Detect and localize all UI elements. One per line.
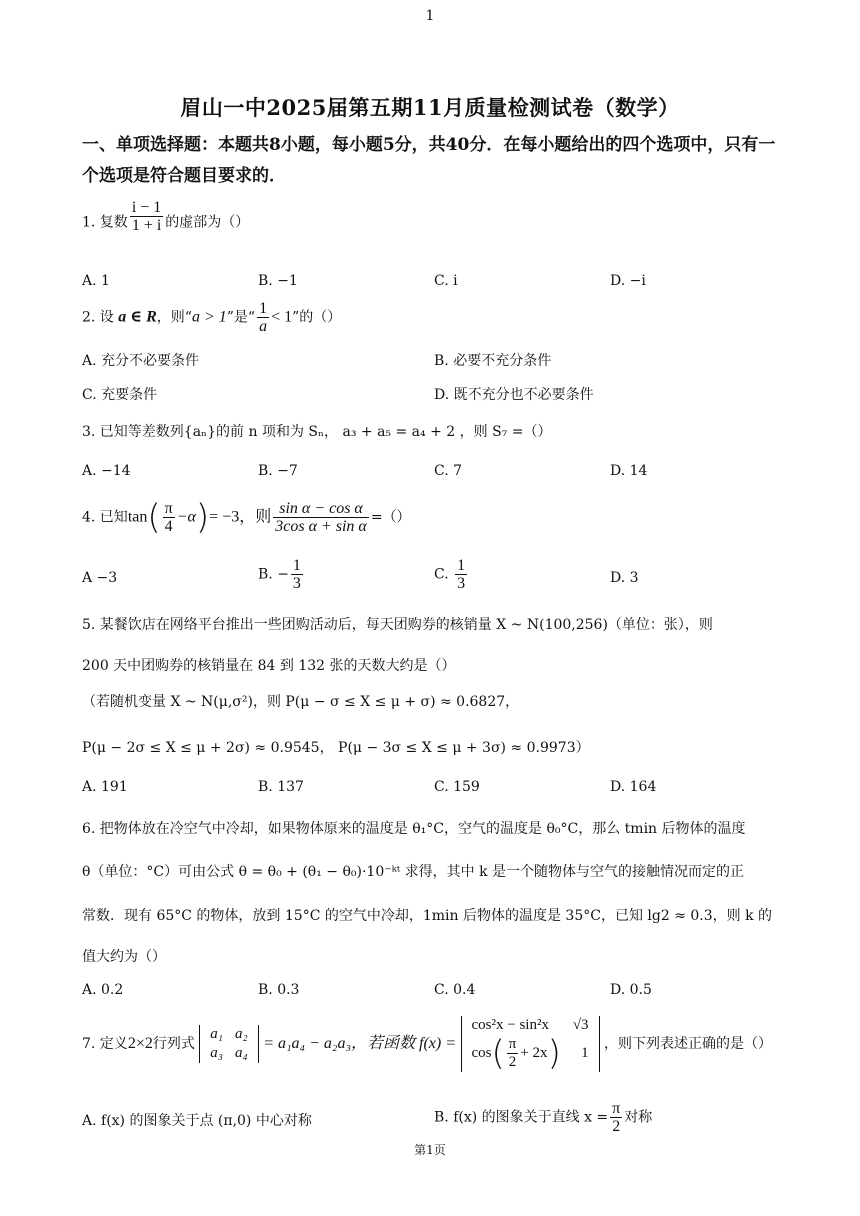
q7-option-b-text: B. f(x) 的图象关于直线 x = <box>434 1109 609 1126</box>
q1-option-d: D. −i <box>610 273 646 289</box>
q3-option-c: C. 7 <box>434 463 463 479</box>
q3-option-b: B. −7 <box>258 463 298 479</box>
q7-option-b <box>434 1100 652 1135</box>
q7-m21-plus: + 2x <box>520 1044 548 1061</box>
q1-fraction-denominator: 1 + i <box>131 217 162 234</box>
q4-option-c-den: 3 <box>457 575 466 592</box>
q6-option-d: D. 0.5 <box>610 982 652 998</box>
question-1 <box>82 199 250 240</box>
question-6-line-1: 6. 把物体放在冷空气中冷却，如果物体原来的温度是 θ₁°C，空气的温度是 θ₀°C，那么 tmin 后物体的温度 <box>82 821 746 837</box>
q4-option-b-num: 1 <box>292 557 301 574</box>
q7-equation: = a₁a₄ − a₂a₃，若函数 f(x) = <box>263 1035 457 1052</box>
question-5-line-4: P(μ − 2σ ≤ X ≤ μ + 2σ) ≈ 0.9545， P(μ − 3σ ≤ X ≤ μ + 3σ) ≈ 0.9973） <box>82 740 590 756</box>
q7-m21-num: π <box>508 1036 517 1052</box>
q2-fraction-numerator: 1 <box>259 300 268 317</box>
q7-option-a: A. f(x) 的图象关于点 (π,0) 中心对称 <box>82 1113 312 1129</box>
q2-option-d: D. 既不充分也不必要条件 <box>434 387 594 403</box>
q1-prefix: 1. 复数 <box>82 214 128 231</box>
question-5-line-1: 5. 某餐饮店在网络平台推出一些团购活动后，每天团购券的核销量 X ~ N(100,256)（单位：张），则 <box>82 617 713 633</box>
question-4: 4. 已知tan( $\frac{\pi}{4}$ −α)= −3，则 $\frac{\text{sin α − cos α}}{\text{3cos α + sin α}}$ =（） <box>82 497 411 538</box>
q7-a3: a₃ <box>210 1045 224 1061</box>
exam-title: 眉山一中2025届第五期11月质量检测试卷（数学） <box>180 95 680 120</box>
q4-equals: = −3，则 <box>209 508 272 526</box>
q2-cond1: a > 1 <box>191 308 227 326</box>
q4-fraction-numerator: sin α − cos α <box>273 500 369 518</box>
section-heading: 一、单项选择题：本题共8小题，每小题5分，共40分．在每小题给出的四个选项中，只有一个选项是符合题目要求的． <box>82 135 776 186</box>
q5-option-c: C. 159 <box>434 779 480 795</box>
q4-option-c <box>434 557 469 592</box>
q2-suffix: ”的（） <box>292 309 342 326</box>
q1-option-a: A. 1 <box>82 273 110 289</box>
q7-a4: a₄ <box>235 1045 248 1061</box>
q4-option-b-den: 3 <box>292 575 301 592</box>
q6-option-a: A. 0.2 <box>82 982 124 998</box>
q4-tan: tan <box>127 508 148 526</box>
q7-dimension: 2×2 <box>127 1035 153 1052</box>
q7-m11: cos²x − sin²x <box>471 1017 549 1033</box>
q2-mid1: ，则“ <box>156 309 192 326</box>
q7-m21-cos: cos <box>471 1044 492 1061</box>
q2-option-a: A. 充分不必要条件 <box>82 353 200 369</box>
q2-mid2: ”是“ <box>226 309 256 326</box>
question-6-line-4: 值大约为（） <box>82 949 166 965</box>
q4-suffix: =（） <box>370 509 411 526</box>
q4-pi-denominator: 4 <box>164 518 173 535</box>
q3-option-d: D. 14 <box>610 463 648 479</box>
q4-option-b <box>258 557 305 592</box>
q7-a1: a₁ <box>210 1026 224 1042</box>
question-7 <box>82 1016 772 1072</box>
q7-m12: √3 <box>572 1017 589 1033</box>
q1-option-c: C. i <box>434 273 458 289</box>
q7-option-b-suffix: 对称 <box>624 1109 653 1126</box>
q1-option-b: B. −1 <box>258 273 298 289</box>
q7-a2: a₂ <box>235 1026 248 1042</box>
q4-option-c-num: 1 <box>457 557 466 574</box>
q4-alpha: −α <box>176 508 196 526</box>
q7-m22: 1 <box>581 1045 589 1061</box>
question-6-line-3: 常数．现有 65°C 的物体，放到 15°C 的空气中冷却，1min 后物体的温度是 35°C，已知 lg2 ≈ 0.3，则 k 的 <box>82 908 773 924</box>
q2-option-b: B. 必要不充分条件 <box>434 353 552 369</box>
q2-option-c: C. 充要条件 <box>82 387 158 403</box>
q4-option-b-label: B. − <box>258 566 289 583</box>
q5-option-d: D. 164 <box>610 779 657 795</box>
question-2 <box>82 300 341 335</box>
q2-set: a ∈ R <box>118 308 157 326</box>
q1-fraction-numerator: i − 1 <box>131 199 162 216</box>
q7-option-b-num: π <box>612 1100 621 1117</box>
q4-pi-numerator: π <box>164 500 173 517</box>
q6-option-c: C. 0.4 <box>434 982 476 998</box>
q4-option-c-label: C. <box>434 566 454 583</box>
q7-function-determinant: cos²x − sin²x √3 cos( $\frac{\pi}{2}$ + 2x) 1 <box>461 1016 600 1072</box>
q7-prefix: 7. 定义 <box>82 1036 128 1052</box>
q7-mid: 行列式 <box>152 1036 195 1052</box>
q7-suffix: ，则下列表述正确的是（） <box>604 1036 773 1052</box>
q2-prefix: 2. 设 <box>82 309 114 326</box>
q4-fraction-denominator: 3cos α + sin α <box>275 518 367 535</box>
question-5-line-3: （若随机变量 X ~ N(μ,σ²)，则 P(μ − σ ≤ X ≤ μ + σ) ≈ 0.6827， <box>82 694 520 710</box>
q7-determinant-definition <box>199 1025 258 1063</box>
page-footer: 第1页 <box>414 1143 446 1157</box>
question-3: 3. 已知等差数列{aₙ}的前 n 项和为 Sₙ， a₃ + a₅ = a₄ + 2 ，则 S₇ =（） <box>82 424 552 440</box>
page-number-top: 1 <box>425 8 435 24</box>
q6-option-b: B. 0.3 <box>258 982 300 998</box>
q7-m21-den: 2 <box>508 1054 517 1070</box>
q1-suffix: 的虚部为（） <box>165 214 250 231</box>
q2-fraction-denominator: a <box>259 318 268 335</box>
question-6-line-2: θ（单位：°C）可由公式 θ = θ₀ + (θ₁ − θ₀)·10⁻ᵏᵗ 求得，其中 k 是一个随物体与空气的接触情况而定的正 <box>82 864 745 880</box>
q4-option-d: D. 3 <box>610 570 639 586</box>
q7-option-b-den: 2 <box>612 1118 621 1135</box>
q4-prefix: 4. 已知 <box>82 509 128 526</box>
q3-option-a: A. −14 <box>82 463 131 479</box>
q2-cond2: < 1 <box>271 308 293 326</box>
q5-option-a: A. 191 <box>82 779 128 795</box>
question-5-line-2: 200 天中团购券的核销量在 84 到 132 张的天数大约是（） <box>82 658 456 674</box>
q5-option-b: B. 137 <box>258 779 304 795</box>
q4-option-a: A −3 <box>82 570 118 586</box>
